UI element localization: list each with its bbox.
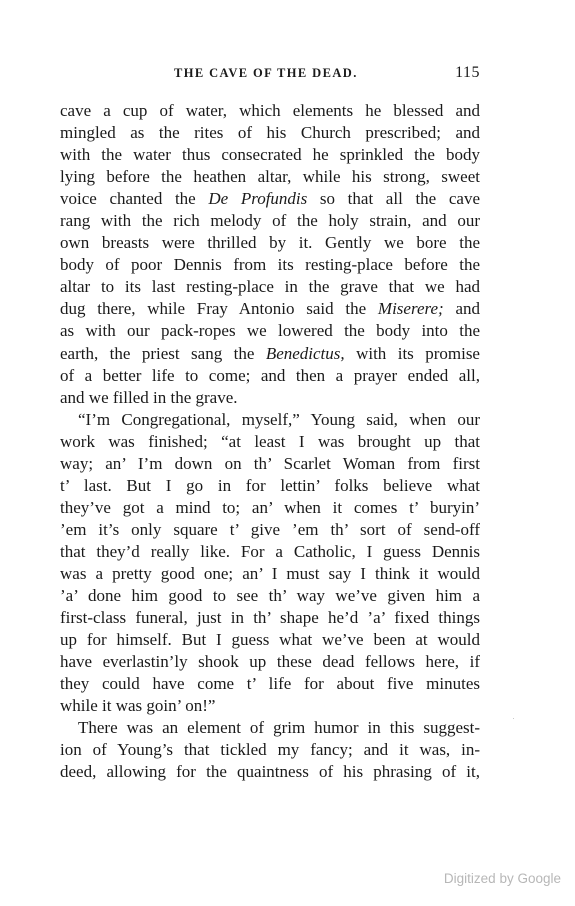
digitized-watermark: Digitized by Google (443, 871, 561, 886)
text-line: they’ve got a mind to; an’ when it comes t’ buryin’ (60, 497, 480, 517)
text-line: first-class funeral, just in th’ shape he’d ’a’ fixed things (60, 608, 480, 628)
text-line: work was finished; “at least I was brought up that (60, 431, 480, 451)
text-line: while it was goin’ on!” (60, 696, 216, 716)
paper-speck (513, 718, 514, 719)
text-line: rang with the rich melody of the holy strain, and our (60, 211, 480, 231)
running-header (60, 66, 480, 88)
text-line: lying before the heathen altar, while his strong, sweet (60, 167, 480, 187)
text-line: was a pretty good one; an’ I must say I think it would (60, 563, 480, 583)
text-line: cave a cup of water, which elements he blessed and (60, 101, 480, 120)
latin-title: De Profundis (208, 189, 308, 209)
body-text (60, 100, 480, 783)
text-line: own breasts were thrilled by it. Gently we bore the (60, 233, 480, 253)
page-number: 115 (455, 64, 480, 81)
line-text: so that all the cave (307, 189, 480, 209)
text-line: they could have come t’ life for about five minutes (60, 674, 480, 694)
text-line (60, 298, 480, 320)
latin-title: Miserere; (377, 299, 444, 319)
text-line: mingled as the rites of his Church prescribed; and (60, 123, 480, 143)
line-text: and (443, 299, 480, 319)
text-line: There was an element of grim humor in this suggest- (78, 718, 480, 738)
text-line: have everlastin’ly shook up these dead fellows here, if (60, 652, 480, 672)
line-text: with its promise (344, 343, 480, 363)
text-line: of a better life to come; and then a prayer ended all, (60, 365, 480, 385)
line-text: earth, the priest sang the (60, 343, 266, 363)
text-line: up for himself. But I guess what we’ve been at would (60, 630, 480, 650)
text-line: ’em it’s only square t’ give ’em th’ sort of send-off (60, 519, 480, 539)
text-line: and we filled in the grave. (60, 387, 238, 407)
line-text: voice chanted the (60, 189, 209, 209)
text-line: as with our pack-ropes we lowered the body into the (60, 321, 480, 341)
running-title: THE CAVE OF THE DEAD. (174, 66, 358, 80)
text-line: “I’m Congregational, myself,” Young said, when our (78, 409, 480, 429)
text-line (60, 343, 480, 365)
text-line: ’a’ done him good to see th’ way we’ve given him a (60, 586, 480, 606)
text-line: that they’d really like. For a Catholic, I guess Dennis (60, 541, 480, 561)
text-line: body of poor Dennis from its resting-place before the (60, 255, 480, 275)
text-line (60, 188, 480, 210)
line-text: dug there, while Fray Antonio said the (60, 299, 378, 319)
text-line: way; an’ I’m down on th’ Scarlet Woman from first (60, 453, 480, 473)
text-line: altar to its last resting-place in the grave that we had (60, 277, 480, 297)
latin-title: Benedictus, (265, 343, 345, 363)
text-line: ion of Young’s that tickled my fancy; and it was, in- (60, 740, 480, 760)
text-line: t’ last. But I go in for lettin’ folks believe what (60, 475, 480, 495)
text-line: with the water thus consecrated he sprinkled the body (60, 145, 480, 165)
text-line: deed, allowing for the quaintness of his phrasing of it, (60, 762, 480, 782)
